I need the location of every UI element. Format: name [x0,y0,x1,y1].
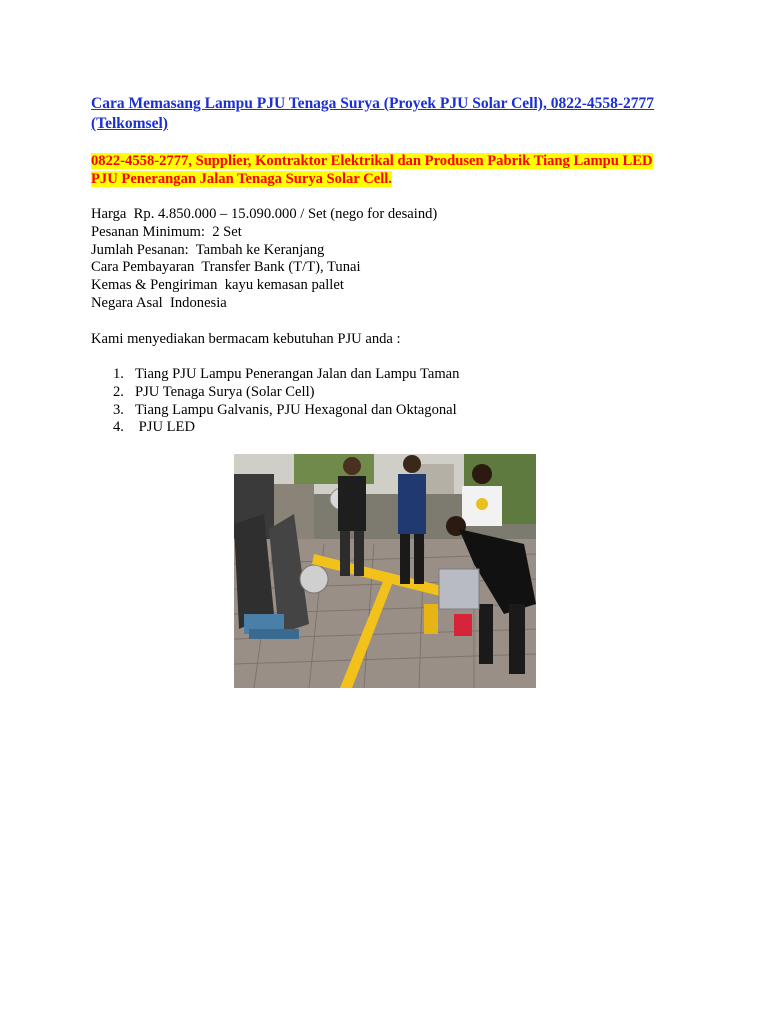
list-item: 3. Tiang Lampu Galvanis, PJU Hexagonal dan Oktagonal [113,401,457,418]
list-item: 4. PJU LED [113,419,195,436]
detail-country-of-origin: Negara Asal Indonesia [91,294,227,311]
installation-photo [234,454,536,688]
photo-illustration [234,454,536,688]
highlighted-contact-block [91,152,691,188]
detail-packaging-shipping: Kemas & Pengiriman kayu kemasan pallet [91,277,344,294]
detail-minimum-order: Pesanan Minimum: 2 Set [91,223,242,240]
product-list [113,366,459,437]
page-title-link[interactable]: Cara Memasang Lampu PJU Tenaga Surya (Proyek PJU Solar Cell), 0822-4558-2777 (Telkomsel) [91,95,655,132]
detail-payment-method: Cara Pembayaran Transfer Bank (T/T), Tunai [91,259,361,276]
list-item: 2. PJU Tenaga Surya (Solar Cell) [113,383,315,400]
highlight-line-1: 0822-4558-2777, Supplier, Kontraktor Elektrikal dan Produsen Pabrik Tiang Lampu LED [91,153,653,169]
detail-order-quantity: Jumlah Pesanan: Tambah ke Keranjang [91,241,325,258]
list-item: 1. Tiang PJU Lampu Penerangan Jalan dan Lampu Taman [113,366,460,382]
detail-price: Harga Rp. 4.850.000 – 15.090.000 / Set (nego for desaind) [91,206,438,222]
highlight-line-2: PJU Penerangan Jalan Tenaga Surya Solar Cell. [91,171,392,187]
product-details [91,206,651,313]
intro-text: Kami menyediakan bermacam kebutuhan PJU anda : [91,331,401,347]
